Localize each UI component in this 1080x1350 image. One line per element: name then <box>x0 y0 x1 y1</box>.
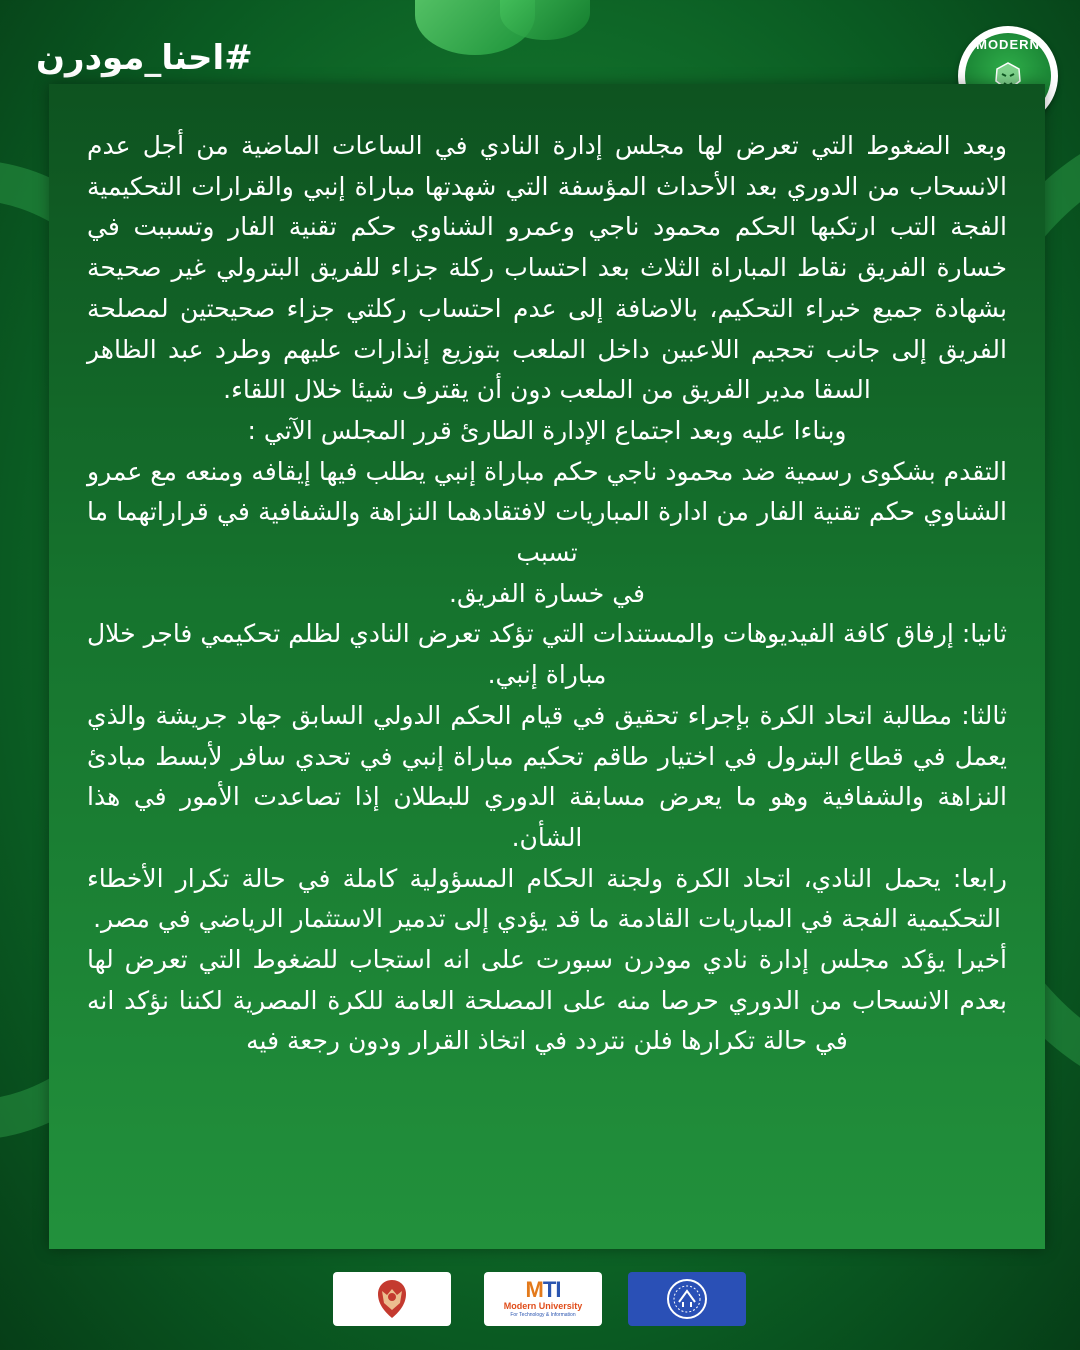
hashtag[interactable]: #احنا_مودرن <box>36 38 253 78</box>
statement-paragraph: ثالثا: مطالبة اتحاد الكرة بإجراء تحقيق في قيام الحكم الدولي السابق جهاد جريشة والذي يعمل في قطاع البترول في اختيار طاقم تحكيم مباراة إنبي في تحدي سافر لأبسط مبادئ النزاهة والشفافية وهو ما يعرض مسابقة الدوري للبطلان إذا تصاعدت الأمور في هذا الشأن. <box>87 700 1007 852</box>
mti-logo-tagline: For Technology & Information <box>510 1312 576 1318</box>
statement-paragraph: ثانيا: إرفاق كافة الفيديوهات والمستندات التي تؤكد تعرض النادي لظلم تحكيمي فاجر خلال مباراة إنبي. <box>87 619 1007 690</box>
eagle-crest-icon <box>372 1277 412 1321</box>
statement-paragraph: التقدم بشكوى رسمية ضد محمود ناجي حكم مباراة إنبي يطلب فيها إيقافه ومنعه مع عمرو الشناوي حكم تقنية الفار من ادارة المباريات لافتقادهما النزاهة والشفافية في قراراتهما ما تسبب <box>87 456 1007 568</box>
sponsor-logo-mti[interactable] <box>484 1272 602 1326</box>
mti-logo-mark-ti: TI <box>542 1277 561 1302</box>
mti-logo-mark-m: M <box>525 1277 543 1302</box>
statement-paragraph: في خسارة الفريق. <box>449 578 645 608</box>
statement-paragraph: أخيرا يؤكد مجلس إدارة نادي مودرن سبورت على انه استجاب للضغوط التي تعرض لها بعدم الانسحاب من الدوري حرصا منه على المصلحة العامة للكرة المصرية لكننا نؤكد انه في حالة تكرارها فلن نتردد في اتخاذ القرار ودون رجعة فيه <box>87 945 1007 1056</box>
mti-logo-mark <box>526 1279 561 1301</box>
mti-logo-name: Modern University <box>503 1301 583 1311</box>
statement-paragraph: رابعا: يحمل النادي، اتحاد الكرة ولجنة الحكام المسؤولية كاملة في حالة تكرار الأخطاء التحكيمية الفجة في المباريات القادمة ما قد يؤدي إلى تدمير الاستثمار الرياضي في مصر. <box>87 863 1007 934</box>
statement-paragraph: وبعد الضغوط التي تعرض لها مجلس إدارة النادي في الساعات الماضية من أجل عدم الانسحاب من الدوري بعد الأحداث المؤسفة التي شهدتها مباراة إنبي والقرارات التحكيمية الفجة التب ارتكبها الحكم محمود ناجي وعمرو الشناوي حكم تقنية الفار وتسببت في خسارة الفريق نقاط المباراة الثلاث بعد احتساب ركلة جزاء للفريق البترولي غير صحيحة بشهادة جميع خبراء التحكيم، بالاضافة إلى عدم احتساب ركلتي جزاء صحيحتين لمصلحة الفريق إلى جانب تحجيم اللاعبين داخل الملعب بتوزيع إنذارات عليهم وطرد عبد الظاهر السقا مدير الفريق من الملعب دون أن يقترف شيئا خلال اللقاء. <box>87 131 1007 405</box>
statement-panel <box>49 84 1045 1249</box>
statement-paragraph: وبناءا عليه وبعد اجتماع الإدارة الطارئ قرر المجلس الآتي : <box>247 415 847 445</box>
club-logo-name: MODERN <box>976 37 1040 52</box>
university-seal-icon <box>665 1277 709 1321</box>
sponsor-logo-crest[interactable] <box>333 1272 451 1326</box>
statement-body <box>87 126 1007 1062</box>
sponsor-logo-university[interactable] <box>628 1272 746 1326</box>
